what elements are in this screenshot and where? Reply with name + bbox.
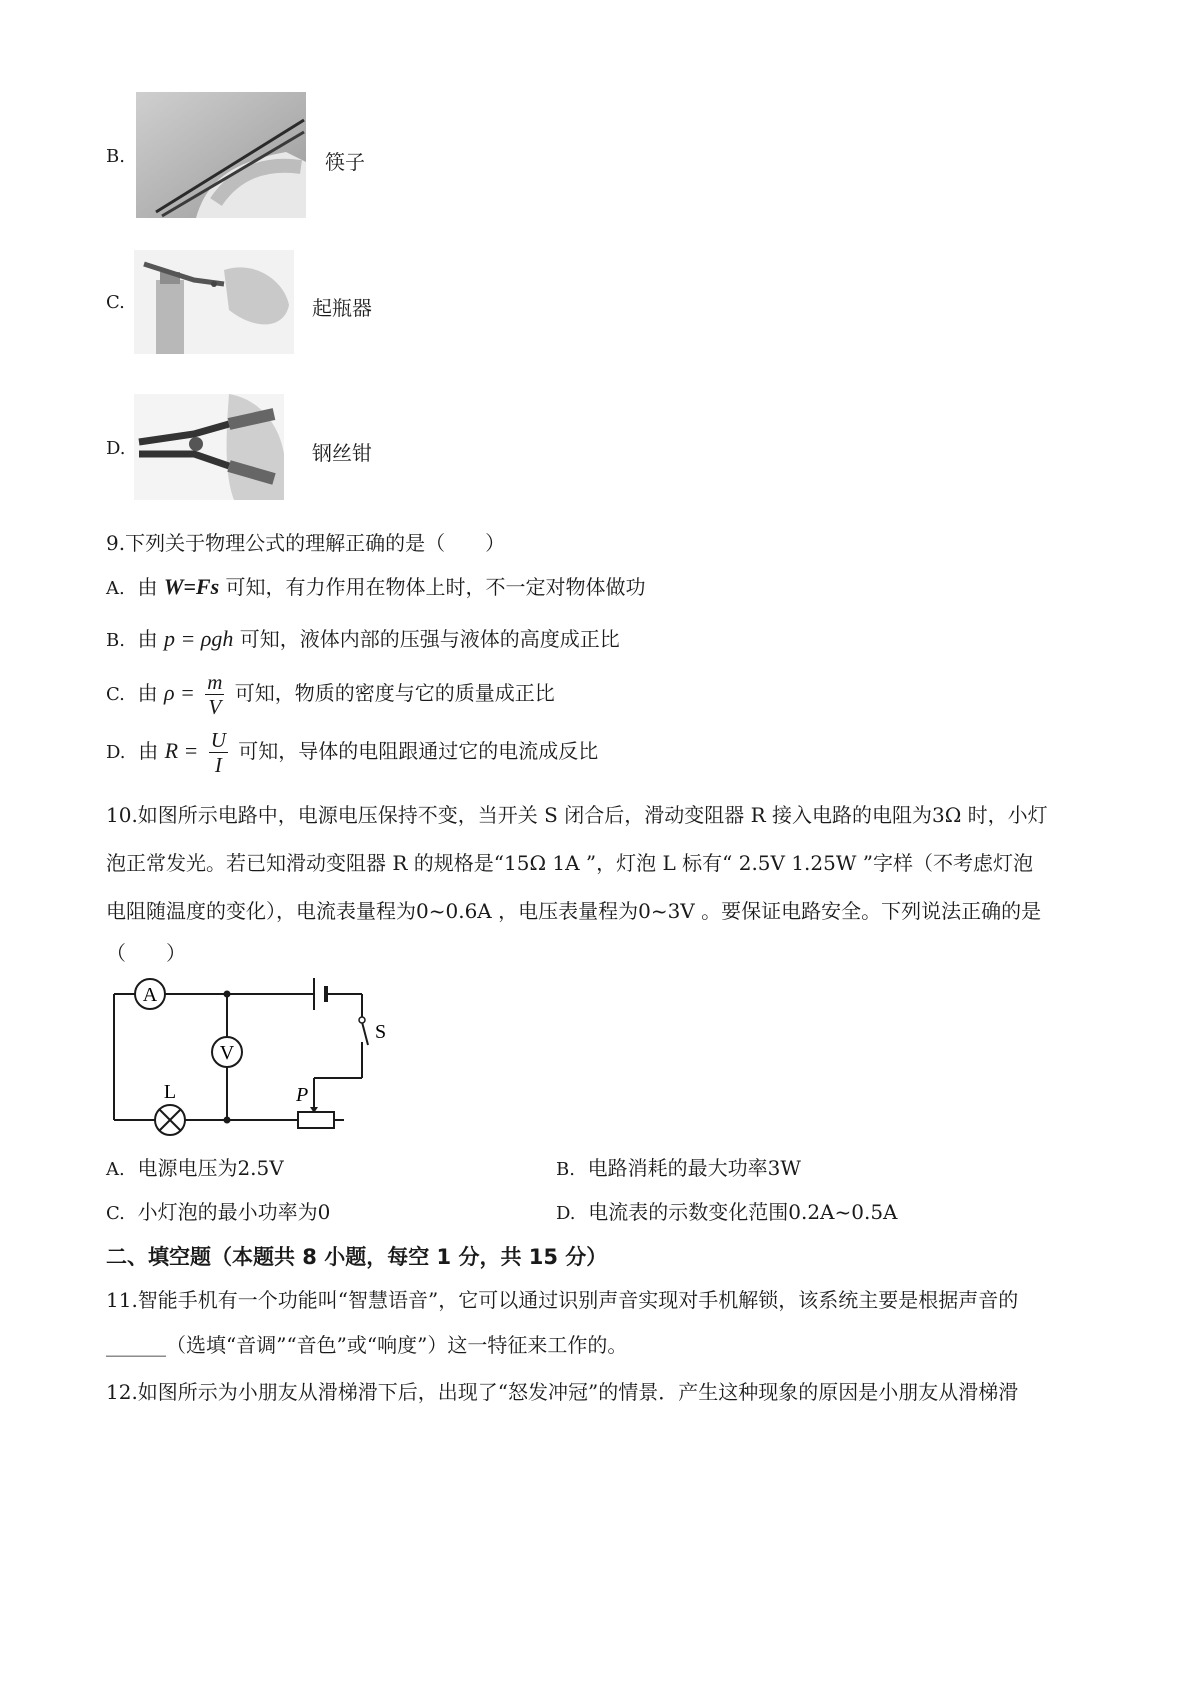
chopsticks-photo-icon [136,92,306,218]
formula: p = ρgh [164,626,234,651]
q10-stem-line1: 10.如图所示电路中，电源电压保持不变，当开关 S 闭合后，滑动变阻器 R 接入电路的电阻为3Ω 时，小灯 [106,803,1048,827]
option-letter: D. [556,1203,576,1224]
lamp-label: L [163,1081,177,1103]
option-letter: C. [106,292,125,313]
slider-label: P [296,1084,309,1106]
q10-stem-line2: 泡正常发光。若已知滑动变阻器 R 的规格是“15Ω 1A ”，灯泡 L 标有“ 2.5V 1.25W ”字样（不考虑灯泡 [106,851,1033,875]
option-text: 由 [137,627,158,651]
option-letter: D. [106,438,126,459]
q9-stem: 9.下列关于物理公式的理解正确的是（ ） [106,531,506,555]
option-letter: B. [106,146,125,167]
option-text: 电路消耗的最大功率3W [587,1156,801,1180]
formula: W=Fs [163,574,220,599]
q9-option-a [106,572,646,604]
fraction-denominator: V [208,695,222,719]
q10-stem-line4: （ ） [106,941,186,965]
switch-contact-icon [359,1017,365,1023]
option-letter: A. [106,1159,125,1180]
q11-stem-line1: 11.智能手机有一个功能叫“智慧语音”，它可以通过识别声音实现对手机解锁，该系统主要是根据声音的 [106,1288,1019,1312]
option-letter: A. [106,578,125,599]
option-text: 由 [137,681,158,705]
q10-option-c [106,1197,330,1229]
option-text: 小灯泡的最小功率为0 [137,1200,331,1224]
option-letter: C. [106,684,125,705]
switch-label: S [375,1021,387,1043]
junction-dot [224,991,231,998]
fraction-denominator: I [214,753,222,777]
q9-option-c [106,670,555,719]
q12-stem-line1: 12.如图所示为小朋友从滑梯滑下后，出现了“怒发冲冠”的情景．产生这种现象的原因是小朋友从滑梯滑 [106,1380,1019,1404]
ammeter-label: A [142,984,158,1006]
rheostat-icon [298,1112,334,1128]
option-label: 起瓶器 [312,296,372,320]
option-text: 由 [138,739,159,763]
formula-lhs: R = [164,738,199,763]
option-letter: B. [106,630,125,651]
option-letter: D. [106,742,126,763]
q10-stem-line3: 电阻随温度的变化），电流表量程为0~0.6A ，电压表量程为0~3V 。要保证电路安全。下列说法正确的是 [106,899,1042,923]
pliers-photo-icon [134,394,284,500]
fraction [205,670,224,719]
q10-option-d [556,1197,898,1229]
q9-option-d [106,728,598,777]
option-text: 电源电压为2.5V [137,1156,284,1180]
option-label: 钢丝钳 [312,441,372,465]
option-text: 可知，物质的密度与它的质量成正比 [234,681,555,705]
junction-dot [224,1117,231,1124]
fraction-numerator: m [207,670,223,694]
option-text: 由 [137,575,158,599]
bottle-opener-photo-icon [134,250,294,354]
option-text: 电流表的示数变化范围0.2A~0.5A [588,1200,898,1224]
option-text: 可知，导体的电阻跟通过它的电流成反比 [238,739,599,763]
q11-stem-line2: ______（选填“音调”“音色”或“响度”）这一特征来工作的。 [106,1333,628,1357]
fraction [209,728,228,777]
option-label: 筷子 [325,150,365,174]
section-heading: 二、填空题（本题共 8 小题，每空 1 分，共 15 分） [106,1245,608,1269]
option-text: 可知，液体内部的压强与液体的高度成正比 [239,627,620,651]
circuit-diagram [100,970,410,1145]
option-text: 可知，有力作用在物体上时，不一定对物体做功 [225,575,646,599]
voltmeter-label: V [219,1042,235,1064]
option-letter: B. [556,1159,575,1180]
q9-option-b [106,624,620,656]
q10-option-a [106,1153,284,1185]
fraction-numerator: U [210,728,226,752]
option-letter: C. [106,1203,125,1224]
q10-option-b [556,1153,801,1185]
formula-lhs: ρ = [163,680,195,705]
